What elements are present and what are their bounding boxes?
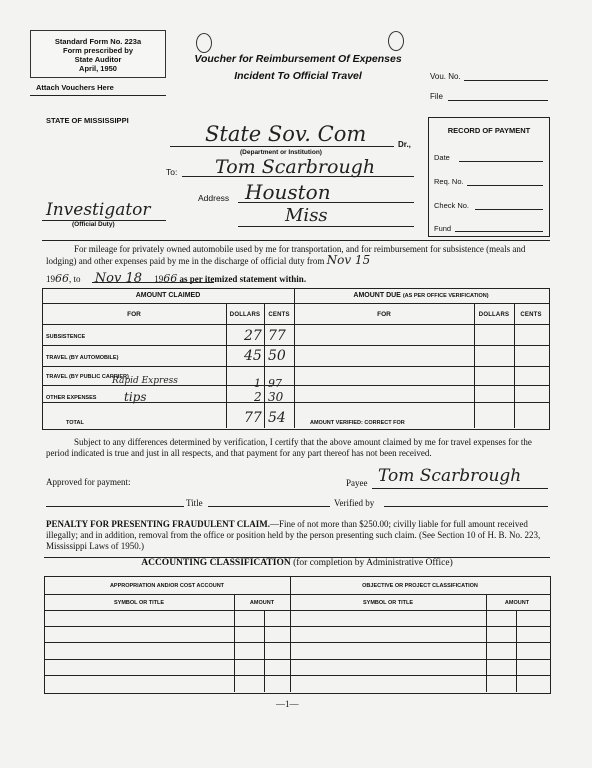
state-label: STATE OF MISSISSIPPI xyxy=(46,116,129,125)
table-header-rule xyxy=(42,303,549,304)
title-field[interactable] xyxy=(208,506,330,507)
table-divider-main xyxy=(294,288,295,428)
payee-label: Payee xyxy=(346,478,368,488)
address-value-state: Miss xyxy=(285,205,328,226)
statement-suffix: as per itemized statement within. xyxy=(179,274,307,284)
col-dollars-label: DOLLARS xyxy=(229,312,261,318)
accounting-title-line xyxy=(44,558,550,568)
form-info-box xyxy=(30,30,166,78)
record-check-label: Check No. xyxy=(434,201,470,210)
approved-label: Approved for payment: xyxy=(46,477,131,487)
penalty-heading: PENALTY FOR PRESENTING FRAUDULENT CLAIM. xyxy=(46,519,270,529)
table-colhead-rule xyxy=(42,324,549,325)
vou-field[interactable] xyxy=(464,80,548,81)
payee-field[interactable] xyxy=(372,488,548,489)
record-title: RECORD OF PAYMENT xyxy=(447,126,531,135)
page-number: —1— xyxy=(276,699,299,709)
file-field[interactable] xyxy=(448,100,548,101)
department-field[interactable] xyxy=(170,146,394,147)
record-date-label: Date xyxy=(434,153,450,162)
year-prefix-1: 19 xyxy=(46,274,55,284)
address-field-2[interactable] xyxy=(238,226,414,227)
date-range-line: 1966, to Nov 18 1966 as per itemized statement within. xyxy=(46,271,307,286)
due-col-cents-label: CENTS xyxy=(520,312,542,318)
row-cents[interactable]: 54 xyxy=(268,410,286,426)
punch-hole-left xyxy=(196,33,212,53)
amount-due-title: AMOUNT DUE xyxy=(353,292,401,299)
row-dollars[interactable]: 45 xyxy=(244,348,262,364)
record-req-label: Req. No. xyxy=(434,177,464,186)
year-value-2: 66 xyxy=(163,272,178,285)
file-label: File xyxy=(430,92,443,101)
acct-header-rule xyxy=(44,594,550,595)
verified-label: Verified by xyxy=(334,498,375,508)
date-to-value: Nov 18 xyxy=(94,271,142,286)
to-word: to xyxy=(73,274,81,284)
date-to-field[interactable] xyxy=(92,282,214,283)
row-label: TRAVEL (BY AUTOMOBILE) xyxy=(46,355,119,361)
section-rule-top xyxy=(42,240,550,241)
address-label: Address xyxy=(198,193,230,203)
row-label: SUBSISTENCE xyxy=(46,334,86,340)
page-title: Voucher for Reimbursement Of Expenses xyxy=(194,53,402,65)
year-value-1: 66 xyxy=(55,272,69,285)
row-rule xyxy=(42,345,549,346)
accounting-subtitle: (for completion by Administrative Office) xyxy=(293,558,453,568)
record-date-field[interactable] xyxy=(459,161,543,162)
date-from-value: Nov 15 xyxy=(326,253,371,267)
col-cents-label: CENTS xyxy=(268,312,290,318)
address-value-city: Houston xyxy=(245,180,331,204)
acct-left-symbol-label: SYMBOL OR TITLE xyxy=(113,600,164,606)
record-fund-label: Fund xyxy=(434,224,452,233)
row-dollars[interactable]: 27 xyxy=(244,328,262,344)
department-value: State Sov. Com xyxy=(205,122,367,146)
acct-col-right-amount-2 xyxy=(516,610,517,692)
attach-note: Attach Vouchers Here xyxy=(36,83,114,92)
row-dollars[interactable]: 2 xyxy=(254,390,262,404)
payee-signature: Tom Scarbrough xyxy=(378,466,522,486)
acct-right-symbol-label: SYMBOL OR TITLE xyxy=(362,600,413,606)
row-rule xyxy=(42,402,549,403)
duty-value: Investigator xyxy=(46,200,151,220)
vou-label: Vou. No. xyxy=(430,72,461,81)
row-dollars[interactable]: 77 xyxy=(244,410,262,426)
acct-col-left-amount xyxy=(234,594,235,692)
acct-row-rule xyxy=(44,610,550,611)
acct-row-rule xyxy=(44,659,550,660)
year-prefix-2: 19 xyxy=(154,274,164,284)
acct-left-header: APPROPRIATION AND/OR COST ACCOUNT xyxy=(109,583,225,589)
approval-signature-field[interactable] xyxy=(46,506,184,507)
acct-right-header: OBJECTIVE OR PROJECT CLASSIFICATION xyxy=(362,583,478,589)
form-auditor: State Auditor xyxy=(74,55,122,64)
address-field-1[interactable] xyxy=(238,202,414,203)
acct-col-left-amount-2 xyxy=(264,610,265,692)
amount-verified-label: AMOUNT VERIFIED: CORRECT FOR xyxy=(310,420,405,426)
verified-field[interactable] xyxy=(384,506,548,507)
row-cents[interactable]: 50 xyxy=(268,348,286,364)
penalty-text: —Fine of not more than $250.00; civilly liable for full amount received illegally; and in addition, removal from the office or position held by the person presenting such claim. (See Section 10 of H. B. No. 223, Mississippi Laws of 1950.) xyxy=(46,519,541,551)
amount-due-header xyxy=(294,292,548,299)
department-caption: (Department or Institution) xyxy=(240,149,322,156)
row-label: TRAVEL (BY PUBLIC CARRIER) xyxy=(46,374,129,380)
attach-rule xyxy=(30,95,166,96)
title-label: Title xyxy=(186,498,203,508)
duty-caption: (Official Duty) xyxy=(72,221,115,228)
row-note: tips xyxy=(124,390,147,404)
accounting-title: ACCOUNTING CLASSIFICATION xyxy=(141,558,291,568)
amount-due-note: (AS PER OFFICE VERIFICATION) xyxy=(402,293,489,299)
record-check-field[interactable] xyxy=(475,209,543,210)
due-col-dollars-label: DOLLARS xyxy=(478,312,510,318)
row-note: Rapid Express xyxy=(112,376,178,386)
row-cents[interactable]: 97 xyxy=(268,377,282,390)
department-suffix: Dr., xyxy=(398,140,411,149)
to-value: Tom Scarbrough xyxy=(215,156,376,178)
col-for-label: FOR xyxy=(127,311,141,318)
to-label: To: xyxy=(166,167,178,177)
mileage-statement xyxy=(46,244,550,267)
amount-claimed-header: AMOUNT CLAIMED xyxy=(135,292,201,299)
form-prescribed: Form prescribed by xyxy=(62,46,134,55)
record-of-payment-box xyxy=(428,117,550,237)
row-rule xyxy=(42,366,549,367)
acct-row-rule xyxy=(44,675,550,676)
acct-row-rule xyxy=(44,642,550,643)
form-number: Standard Form No. 223a xyxy=(54,37,142,46)
row-label: TOTAL xyxy=(66,420,84,426)
row-cents[interactable]: 77 xyxy=(268,328,286,344)
record-req-field[interactable] xyxy=(467,185,543,186)
acct-row-rule xyxy=(44,626,550,627)
to-field[interactable] xyxy=(182,176,414,177)
punch-hole-right xyxy=(388,31,404,51)
penalty-notice xyxy=(46,519,550,552)
row-dollars[interactable]: 1 xyxy=(254,377,261,390)
page-subtitle: Incident To Official Travel xyxy=(234,70,362,82)
mileage-text: For mileage for privately owned automobile used by me for transportation, and for reimbursement for subsistence (meals and lodging) and other expenses paid by me in the discharge of official duty from xyxy=(46,244,526,266)
form-date: April, 1950 xyxy=(79,64,117,73)
record-fund-field[interactable] xyxy=(455,231,543,232)
certification-text: Subject to any differences determined by verification, I certify that the above amount claimed by me for travel expenses for the period indicated is true and just in all respects, and that payment for any part thereof has not been received. xyxy=(46,437,532,458)
acct-right-amount-label: AMOUNT xyxy=(504,600,530,606)
row-cents[interactable]: 30 xyxy=(268,390,284,404)
row-label: OTHER EXPENSES xyxy=(46,395,97,401)
acct-col-right-amount xyxy=(486,594,487,692)
acct-left-amount-label: AMOUNT xyxy=(249,600,275,606)
due-col-for-label: FOR xyxy=(377,311,391,318)
